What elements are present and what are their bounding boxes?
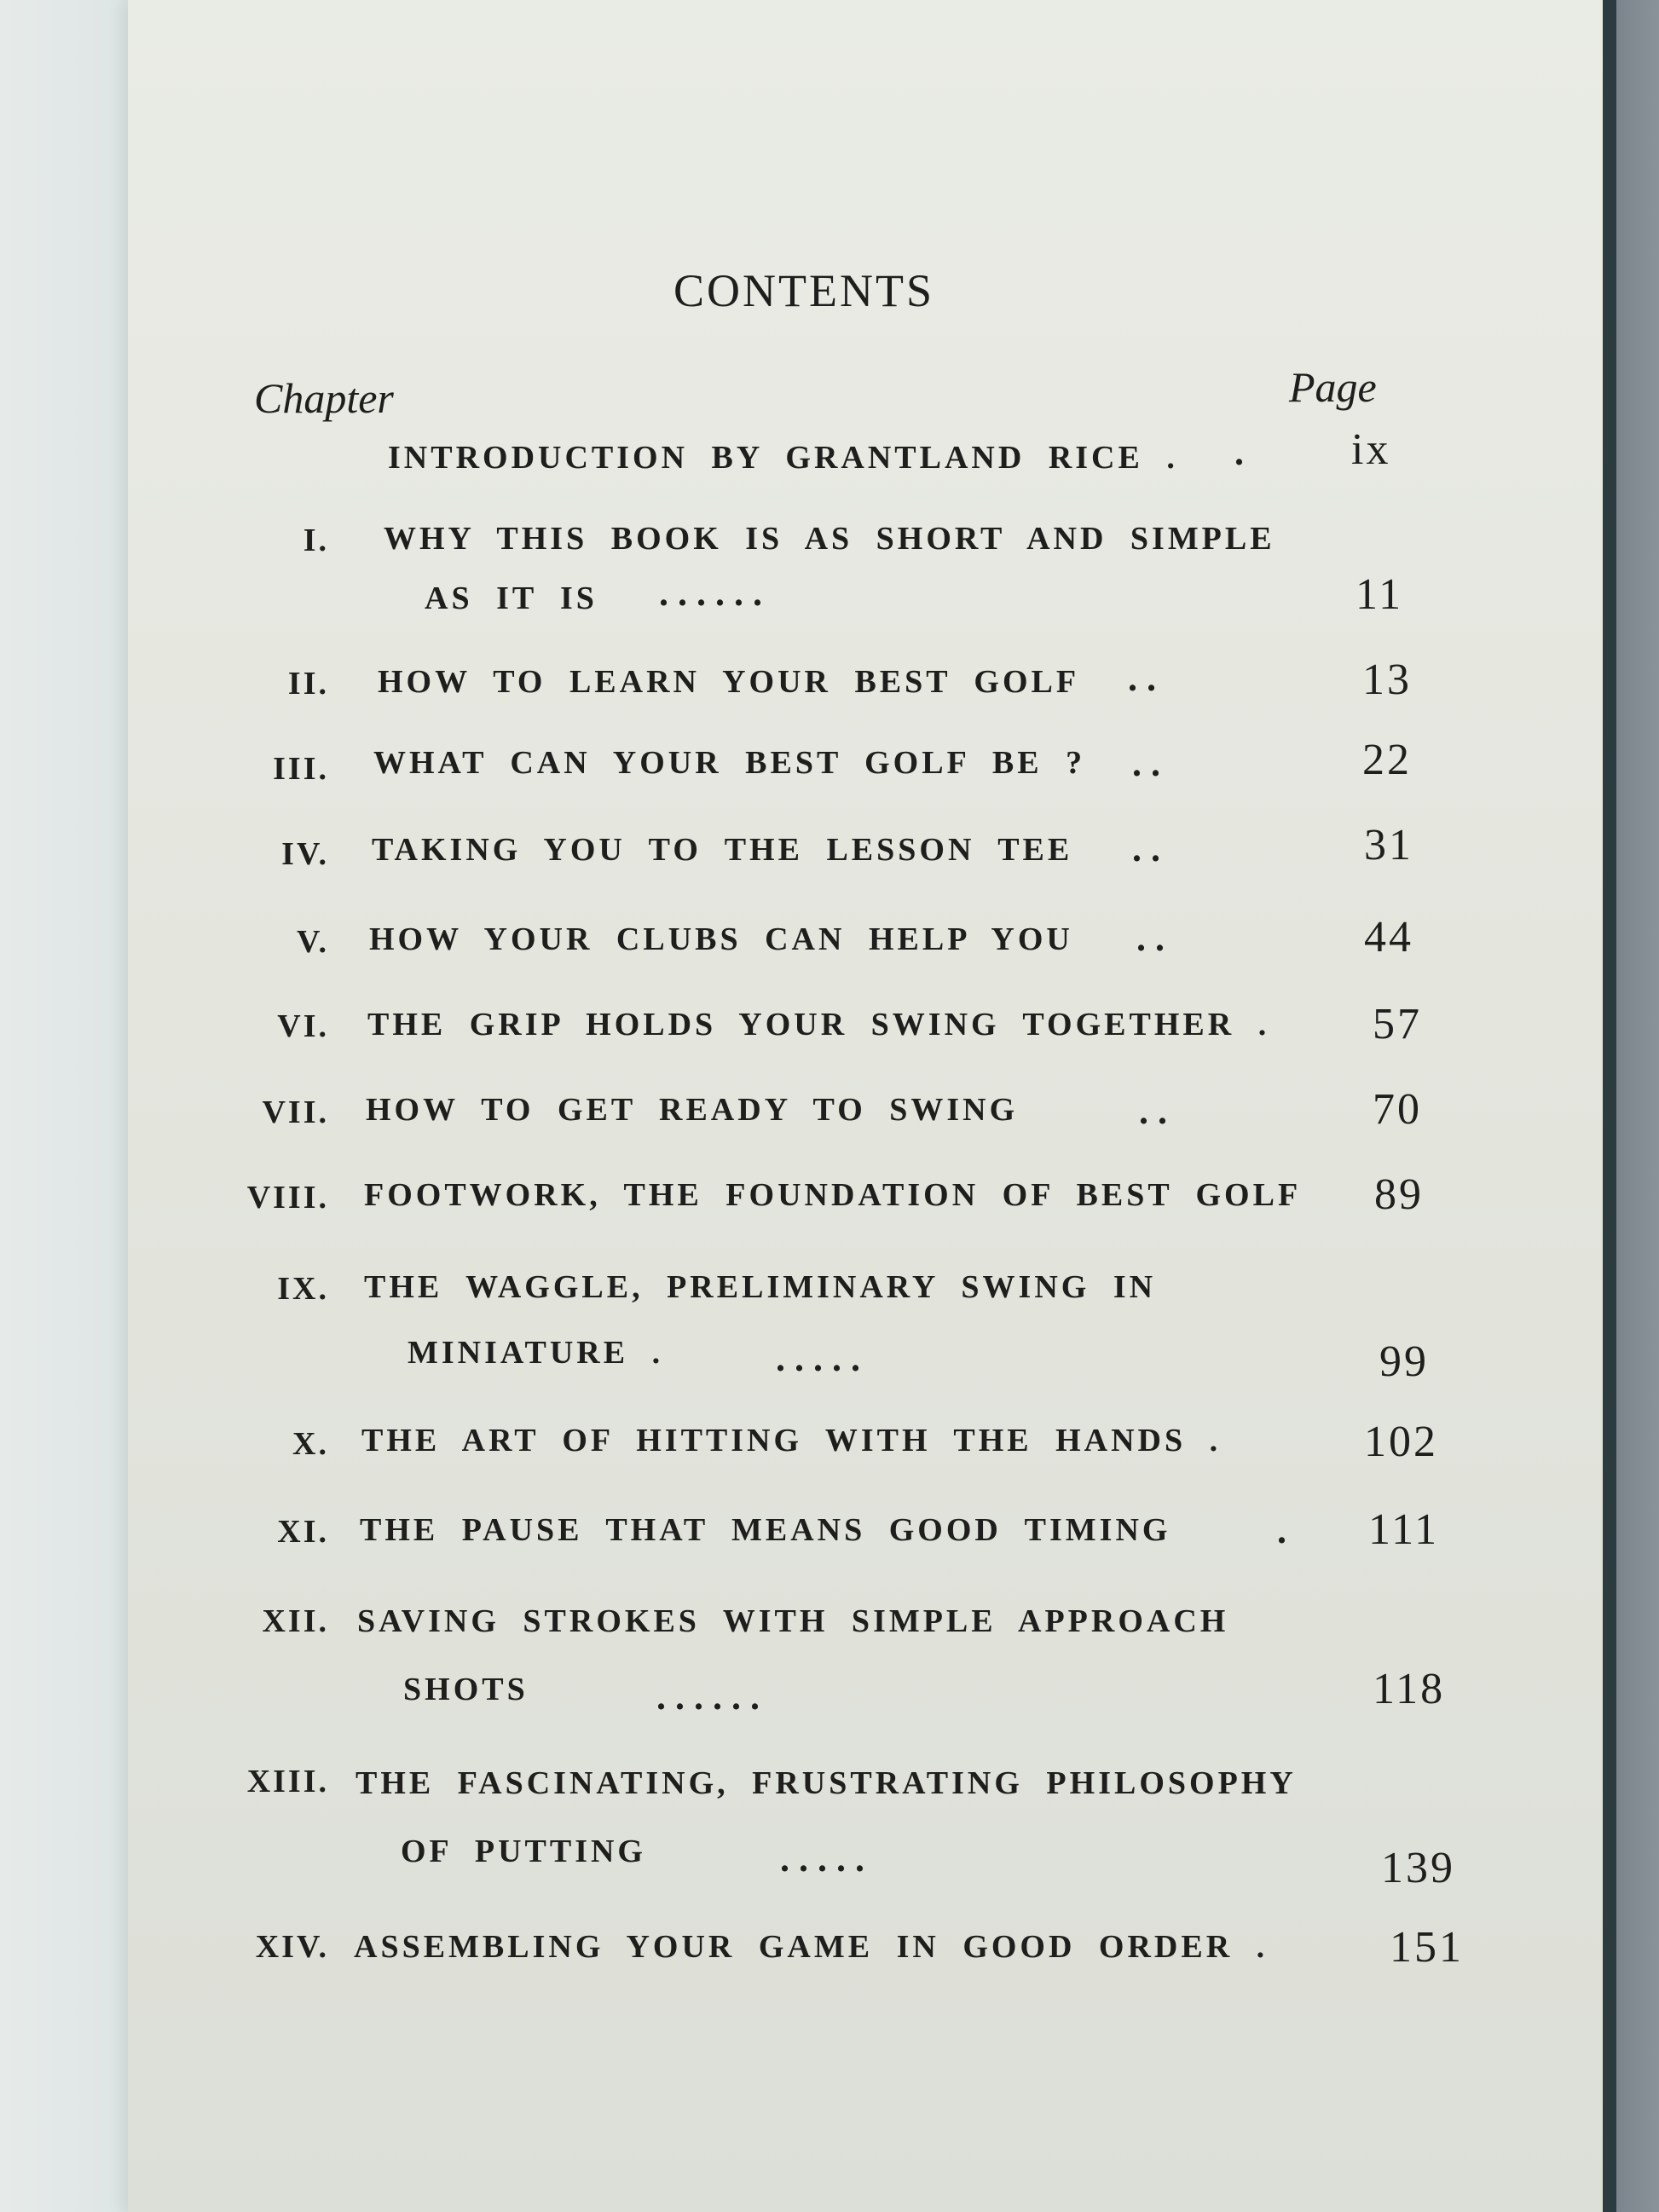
entry-title: THE ART OF HITTING WITH THE HANDS . [361, 1423, 1222, 1458]
entry-leader-dots: . . [1132, 828, 1160, 869]
entry-page-number: 13 [1362, 656, 1412, 704]
entry-leader-dots: . . [1139, 1090, 1167, 1132]
entry-title: THE WAGGLE, PRELIMINARY SWING IN [364, 1269, 1157, 1305]
chapter-column-header: Chapter [254, 374, 394, 422]
entry-leader-dots: . [1277, 1510, 1286, 1551]
entry-page-number: 89 [1374, 1170, 1424, 1219]
entry-leader-dots: . . [1132, 742, 1160, 784]
entry-title-continuation: MINIATURE . [408, 1335, 664, 1371]
entry-title: THE GRIP HOLDS YOUR SWING TOGETHER . [367, 1007, 1270, 1042]
chapter-number: III. [273, 751, 329, 787]
entry-leader-dots: . . [1136, 917, 1165, 959]
page-column-header: Page [1289, 363, 1377, 411]
entry-title: THE FASCINATING, FRUSTRATING PHILOSOPHY [356, 1765, 1297, 1801]
entry-page-number: 139 [1381, 1844, 1455, 1892]
chapter-number: V. [296, 924, 329, 960]
entry-title: ASSEMBLING YOUR GAME IN GOOD ORDER . [354, 1929, 1269, 1965]
entry-title: WHY THIS BOOK IS AS SHORT AND SIMPLE [384, 521, 1275, 557]
entry-title: INTRODUCTION BY GRANTLAND RICE . [388, 440, 1178, 476]
chapter-number: XI. [277, 1514, 329, 1550]
entry-title: WHAT CAN YOUR BEST GOLF BE ? [373, 745, 1086, 781]
entry-page-number: 111 [1368, 1505, 1440, 1554]
entry-leader-dots: . . . . . [780, 1838, 864, 1880]
entry-title: HOW YOUR CLUBS CAN HELP YOU [369, 921, 1073, 957]
entry-title: HOW TO LEARN YOUR BEST GOLF [378, 664, 1080, 700]
entry-page-number: 102 [1364, 1418, 1438, 1466]
entry-page-number: ix [1351, 425, 1391, 474]
entry-page-number: 70 [1373, 1085, 1422, 1134]
entry-title-continuation: OF PUTTING [401, 1834, 646, 1869]
page-title: CONTENTS [673, 265, 934, 316]
entry-leader-dots: . . [1128, 657, 1156, 699]
chapter-number: XIII. [246, 1764, 329, 1799]
entry-page-number: 31 [1364, 821, 1413, 869]
chapter-number: IV. [281, 836, 329, 872]
chapter-number: II. [287, 666, 329, 702]
chapter-number: I. [303, 523, 329, 558]
chapter-number: VII. [262, 1094, 329, 1130]
entry-leader-dots: . [1234, 431, 1244, 473]
chapter-number: VI. [277, 1008, 329, 1044]
entry-page-number: 44 [1364, 913, 1413, 962]
entry-leader-dots: . . . . . . [656, 1676, 760, 1718]
entry-title: FOOTWORK, THE FOUNDATION OF BEST GOLF [364, 1177, 1302, 1213]
entry-leader-dots: . . . . . . [659, 572, 762, 614]
chapter-number: XIV. [255, 1929, 329, 1965]
entry-page-number: 118 [1373, 1665, 1446, 1713]
entry-title-continuation: SHOTS [403, 1672, 529, 1707]
chapter-number: XII. [262, 1603, 329, 1639]
entry-title: THE PAUSE THAT MEANS GOOD TIMING [360, 1512, 1171, 1548]
entry-title: SAVING STROKES WITH SIMPLE APPROACH [357, 1603, 1229, 1639]
entry-title: HOW TO GET READY TO SWING [366, 1092, 1019, 1128]
entry-page-number: 57 [1373, 1000, 1422, 1048]
entry-title: TAKING YOU TO THE LESSON TEE [372, 832, 1073, 868]
entry-leader-dots: . . . . . [776, 1337, 860, 1379]
entry-title-continuation: AS IT IS [425, 580, 598, 616]
entry-page-number: 99 [1379, 1337, 1429, 1386]
entry-page-number: 11 [1356, 570, 1404, 619]
chapter-number: IX. [277, 1271, 329, 1307]
chapter-number: VIII. [246, 1180, 329, 1216]
entry-page-number: 22 [1362, 736, 1412, 784]
chapter-number: X. [292, 1426, 329, 1462]
entry-page-number: 151 [1390, 1923, 1464, 1972]
